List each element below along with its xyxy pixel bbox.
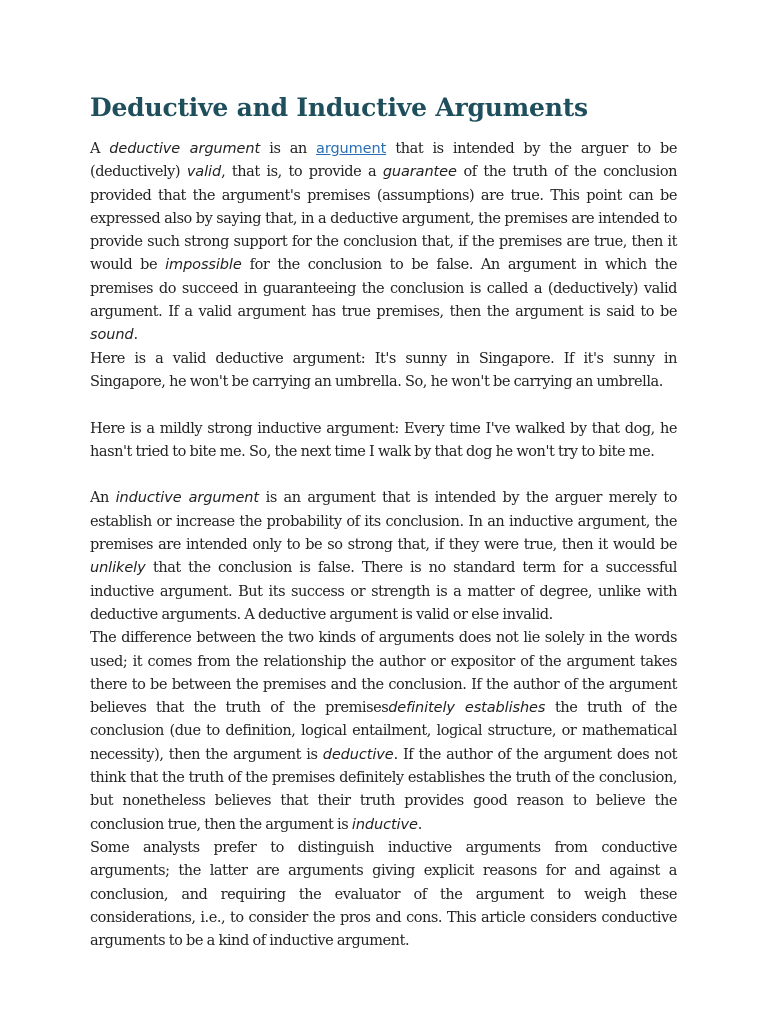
paragraph-inductive-definition <box>90 487 677 627</box>
emphasis-valid: valid <box>186 164 222 181</box>
emphasis-inductive-argument: inductive argument <box>115 490 259 507</box>
paragraph-conductive: Some analysts prefer to distinguish inductive arguments from conductive arguments; the latter are arguments giving explicit reasons for and against a conclusion, and requiring the evaluator of the argument to weigh these considerations, i.e., to consider the pros and cons. This article considers conductive arguments to be a kind of inductive argument. <box>90 839 677 950</box>
text-run: of the truth of the conclusion provided that the argument's premises (assumptions) are true. This point can be expressed also by saying that, in a deductive argument, the premises are intended to provide such strong support for the conclusion that, if the premises are true, then it would be <box>90 164 677 274</box>
text-run: An <box>90 490 116 507</box>
emphasis-guarantee: guarantee <box>382 164 457 181</box>
text-run: that is intended by the arguer to be (deductively) <box>90 141 677 181</box>
text-run: the truth of the conclusion (due to definition, logical entailment, logical structure, or mathematical necessity), then the argument is <box>90 700 677 763</box>
text-run: that the conclusion is false. There is no standard term for a successful inductive argument. But its success or strength is a matter of degree, unlike with deductive arguments. A deductive argument is valid or else invalid. <box>90 560 677 623</box>
article-body <box>90 138 677 953</box>
paragraph-inductive-example: Here is a mildly strong inductive argument: Every time I've walked by that dog, he hasn't tried to bite me. So, the next time I walk by that dog he won't try to bite me. <box>90 420 677 460</box>
text-run: . <box>417 816 422 833</box>
text-run: is an <box>260 141 317 157</box>
text-run: . If the author of the argument does not think that the truth of the premises definitely establishes the truth of the conclusion, but nonetheless believes that their truth provides good reason to believe the conclusion true, then the argument is <box>90 746 677 833</box>
emphasis-deductive: deductive <box>322 746 394 763</box>
paragraph-difference <box>90 627 677 837</box>
emphasis-sound: sound <box>90 327 134 344</box>
page-title: Deductive and Inductive Arguments <box>90 93 588 122</box>
argument-link[interactable]: argument <box>316 141 387 157</box>
text-run: The difference between the two kinds of arguments does not lie solely in the words used; it comes from the relationship the author or expositor of the argument takes there to be between the premises and the conclusion. If the author of the argument believes that the truth of the premises <box>90 630 677 717</box>
text-run: A <box>90 141 110 157</box>
text-run: is an argument that is intended by the arguer merely to establish or increase the probability of its conclusion. In an inductive argument, the premises are intended only to be so strong that, if they were true, then it would be <box>90 490 677 554</box>
emphasis-unlikely: unlikely <box>90 560 146 577</box>
paragraph-deductive-example: Here is a valid deductive argument: It's sunny in Singapore. If it's sunny in Singapore, he won't be carrying an umbrella. So, he won't be carrying an umbrella. <box>90 350 677 390</box>
text-run: , that is, to provide a <box>221 164 383 181</box>
emphasis-inductive: inductive <box>351 816 418 833</box>
emphasis-impossible: impossible <box>165 257 242 274</box>
emphasis-definitely-establishes: definitely establishes <box>388 700 546 717</box>
emphasis-deductive-argument: deductive argument <box>109 141 261 157</box>
text-run: for the conclusion to be false. An argument in which the premises do succeed in guaranteeing the conclusion is called a (deductively) valid argument. If a valid argument has true premises, then the argument is said to be <box>90 257 677 321</box>
text-run: . <box>133 327 138 344</box>
paragraph-deductive-definition <box>90 138 677 348</box>
